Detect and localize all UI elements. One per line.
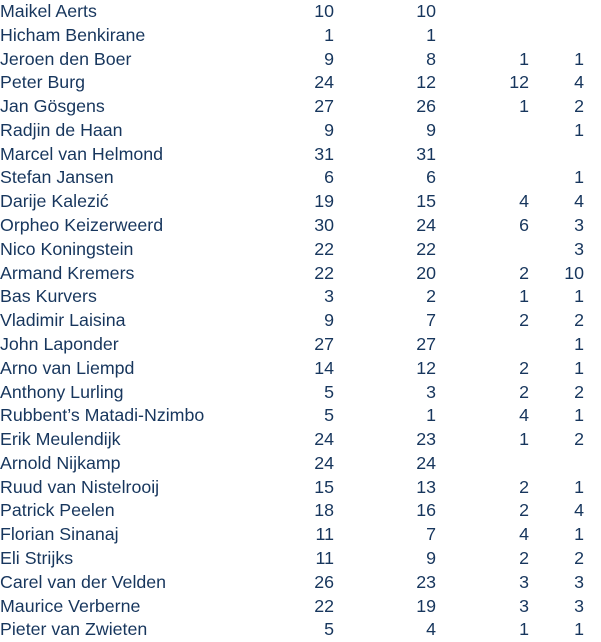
stat-cell-col4: 3 (574, 595, 584, 616)
stat-cell-col3: 1 (519, 286, 529, 307)
spacer-cell (584, 0, 601, 24)
stat-cell-col4: 1 (574, 524, 584, 545)
player-name-cell: Stefan Jansen (0, 167, 114, 188)
stat-cell-col4: 2 (574, 96, 584, 117)
stat-cell-col4: 4 (574, 500, 584, 521)
table-row (0, 309, 601, 333)
stat-cell-col1: 31 (314, 143, 334, 164)
player-name-cell: Hicham Benkirane (0, 24, 146, 45)
table-row (0, 71, 601, 95)
spacer-cell (584, 214, 601, 238)
stat-cell-col3: 4 (519, 405, 529, 426)
table-row (0, 618, 601, 642)
stat-cell-col3: 4 (519, 191, 529, 212)
stat-cell-col2: 1 (426, 24, 436, 45)
spacer-cell (584, 48, 601, 72)
stat-cell-col3 (436, 119, 529, 143)
stat-cell-col4: 1 (574, 119, 584, 140)
player-name-cell: Maurice Verberne (0, 595, 141, 616)
stat-cell-col1: 18 (314, 500, 334, 521)
table-row (0, 452, 601, 476)
stat-cell-col2: 6 (426, 167, 436, 188)
table-row (0, 0, 601, 24)
stat-cell-col1: 5 (324, 405, 334, 426)
table-row (0, 357, 601, 381)
stat-cell-col1: 22 (314, 595, 334, 616)
stat-cell-col4: 3 (574, 238, 584, 259)
stat-cell-col2: 1 (426, 405, 436, 426)
spacer-cell (584, 190, 601, 214)
spacer-cell (584, 285, 601, 309)
spacer-cell (584, 547, 601, 571)
player-name-cell: Anthony Lurling (0, 381, 124, 402)
stat-cell-col2: 9 (426, 119, 436, 140)
player-name-cell: Bas Kurvers (0, 286, 97, 307)
stat-cell-col4 (529, 452, 584, 476)
stat-cell-col4: 2 (574, 381, 584, 402)
player-name-cell: Carel van der Velden (0, 571, 167, 592)
player-name-cell: Orpheo Keizerweerd (0, 215, 164, 236)
spacer-cell (584, 499, 601, 523)
stat-cell-col2: 22 (416, 238, 436, 259)
stat-cell-col4: 2 (574, 310, 584, 331)
player-name-cell: Jan Gösgens (0, 96, 105, 117)
table-row (0, 595, 601, 619)
stat-cell-col1: 3 (324, 286, 334, 307)
stat-cell-col1: 10 (314, 1, 334, 21)
spacer-cell (584, 618, 601, 642)
stat-cell-col1: 24 (314, 429, 334, 450)
stat-cell-col1: 22 (314, 262, 334, 283)
stat-cell-col3: 2 (519, 547, 529, 568)
table-row (0, 238, 601, 262)
table-row (0, 547, 601, 571)
table-row (0, 523, 601, 547)
spacer-cell (584, 595, 601, 619)
table-row (0, 48, 601, 72)
stat-cell-col3: 12 (509, 72, 529, 93)
stat-cell-col2: 19 (416, 595, 436, 616)
stat-cell-col4: 2 (574, 547, 584, 568)
player-name-cell: Rubbent’s Matadi-Nzimbo (0, 405, 205, 426)
stat-cell-col2: 3 (426, 381, 436, 402)
stat-cell-col3: 2 (519, 357, 529, 378)
stat-cell-col2: 10 (416, 1, 436, 21)
spacer-cell (584, 119, 601, 143)
stat-cell-col4 (529, 24, 584, 48)
stat-cell-col3 (436, 0, 529, 24)
stat-cell-col1: 24 (314, 72, 334, 93)
player-name-cell: Peter Burg (0, 72, 85, 93)
stat-cell-col3: 4 (519, 524, 529, 545)
player-name-cell: Radjin de Haan (0, 119, 123, 140)
stat-cell-col2: 2 (426, 286, 436, 307)
table-row (0, 166, 601, 190)
stat-cell-col2: 27 (416, 333, 436, 354)
spacer-cell (584, 571, 601, 595)
player-name-cell: Darije Kalezić (0, 191, 109, 212)
spacer-cell (584, 523, 601, 547)
stat-cell-col4: 1 (574, 48, 584, 69)
player-name-cell: John Laponder (0, 333, 119, 354)
table-row (0, 381, 601, 405)
stat-cell-col1: 14 (314, 357, 334, 378)
stat-cell-col3: 2 (519, 310, 529, 331)
player-name-cell: Arno van Liempd (0, 357, 135, 378)
stat-cell-col3: 1 (519, 48, 529, 69)
stat-cell-col3: 3 (519, 571, 529, 592)
stat-cell-col1: 22 (314, 238, 334, 259)
stat-cell-col2: 16 (416, 500, 436, 521)
stat-cell-col3: 3 (519, 595, 529, 616)
stat-cell-col1: 30 (314, 215, 334, 236)
stat-cell-col3: 1 (519, 619, 529, 640)
table-row (0, 95, 601, 119)
stat-cell-col2: 26 (416, 96, 436, 117)
stat-cell-col4: 1 (574, 357, 584, 378)
spacer-cell (584, 404, 601, 428)
stat-cell-col2: 24 (416, 452, 436, 473)
stat-cell-col3: 1 (519, 429, 529, 450)
stat-cell-col3: 2 (519, 381, 529, 402)
stat-cell-col3: 6 (519, 215, 529, 236)
stat-cell-col1: 6 (324, 167, 334, 188)
stat-cell-col1: 1 (324, 24, 334, 45)
table-row (0, 285, 601, 309)
stat-cell-col4 (529, 143, 584, 167)
stat-cell-col4: 1 (574, 476, 584, 497)
stat-cell-col1: 11 (315, 547, 334, 568)
stat-cell-col1: 5 (324, 619, 334, 640)
stat-cell-col4: 3 (574, 215, 584, 236)
player-name-cell: Arnold Nijkamp (0, 452, 121, 473)
stat-cell-col1: 9 (324, 48, 334, 69)
table-row (0, 119, 601, 143)
spacer-cell (584, 262, 601, 286)
stat-cell-col3 (436, 166, 529, 190)
stat-cell-col1: 27 (314, 333, 334, 354)
stat-cell-col3 (436, 24, 529, 48)
player-name-cell: Patrick Peelen (0, 500, 115, 521)
player-name-cell: Eli Strijks (0, 547, 74, 568)
player-name-cell: Nico Koningstein (0, 238, 134, 259)
stat-cell-col1: 24 (314, 452, 334, 473)
player-name-cell: Erik Meulendijk (0, 429, 121, 450)
table-row (0, 143, 601, 167)
stat-cell-col2: 12 (416, 357, 436, 378)
stat-cell-col1: 5 (324, 381, 334, 402)
spacer-cell (584, 143, 601, 167)
stat-cell-col3: 2 (519, 500, 529, 521)
stat-cell-col4: 1 (574, 405, 584, 426)
spacer-cell (584, 452, 601, 476)
spacer-cell (584, 476, 601, 500)
stat-cell-col1: 9 (324, 119, 334, 140)
stat-cell-col2: 12 (416, 72, 436, 93)
spacer-cell (584, 333, 601, 357)
table-row (0, 262, 601, 286)
stat-cell-col4 (529, 0, 584, 24)
player-name-cell: Jeroen den Boer (0, 48, 132, 69)
player-name-cell: Maikel Aerts (0, 1, 97, 21)
stat-cell-col4: 2 (574, 429, 584, 450)
stat-cell-col2: 13 (416, 476, 436, 497)
spacer-cell (584, 166, 601, 190)
stat-cell-col2: 7 (426, 524, 436, 545)
stat-cell-col4: 4 (574, 72, 584, 93)
stat-cell-col1: 27 (314, 96, 334, 117)
stat-cell-col1: 19 (314, 191, 334, 212)
spacer-cell (584, 71, 601, 95)
spacer-cell (584, 95, 601, 119)
stat-cell-col1: 9 (324, 310, 334, 331)
stat-cell-col4: 1 (574, 619, 584, 640)
player-name-cell: Vladimir Laisina (0, 310, 126, 331)
stat-cell-col3: 2 (519, 262, 529, 283)
table-row (0, 499, 601, 523)
stat-cell-col2: 31 (416, 143, 436, 164)
stat-cell-col1: 11 (315, 524, 334, 545)
spacer-cell (584, 238, 601, 262)
stat-cell-col3: 2 (519, 476, 529, 497)
stat-cell-col3: 1 (519, 96, 529, 117)
stat-cell-col4: 3 (574, 571, 584, 592)
stat-cell-col2: 8 (426, 48, 436, 69)
table-row (0, 214, 601, 238)
stat-cell-col1: 26 (314, 571, 334, 592)
stat-cell-col4: 1 (574, 286, 584, 307)
stat-cell-col3 (436, 333, 529, 357)
stat-cell-col3 (436, 143, 529, 167)
spacer-cell (584, 24, 601, 48)
table-row (0, 476, 601, 500)
stat-cell-col3 (436, 238, 529, 262)
table-row (0, 24, 601, 48)
player-name-cell: Florian Sinanaj (0, 524, 119, 545)
stat-cell-col4: 10 (564, 262, 584, 283)
player-name-cell: Pieter van Zwieten (0, 619, 148, 640)
spacer-cell (584, 381, 601, 405)
stat-cell-col2: 15 (416, 191, 436, 212)
table-row (0, 571, 601, 595)
stat-cell-col2: 4 (426, 619, 436, 640)
table-row (0, 428, 601, 452)
spacer-cell (584, 428, 601, 452)
stat-cell-col1: 15 (314, 476, 334, 497)
table-row (0, 333, 601, 357)
stat-cell-col2: 24 (416, 215, 436, 236)
spacer-cell (584, 309, 601, 333)
table-row (0, 190, 601, 214)
stat-cell-col2: 9 (426, 547, 436, 568)
player-name-cell: Armand Kremers (0, 262, 135, 283)
stat-cell-col3 (436, 452, 529, 476)
stat-cell-col4: 1 (574, 167, 584, 188)
stat-cell-col2: 20 (416, 262, 436, 283)
stat-cell-col2: 23 (416, 571, 436, 592)
stat-cell-col4: 4 (574, 191, 584, 212)
table-row (0, 404, 601, 428)
player-name-cell: Marcel van Helmond (0, 143, 164, 164)
stat-cell-col2: 7 (426, 310, 436, 331)
player-name-cell: Ruud van Nistelrooij (0, 476, 160, 497)
stat-cell-col4: 1 (574, 333, 584, 354)
stat-cell-col2: 23 (416, 429, 436, 450)
spacer-cell (584, 357, 601, 381)
